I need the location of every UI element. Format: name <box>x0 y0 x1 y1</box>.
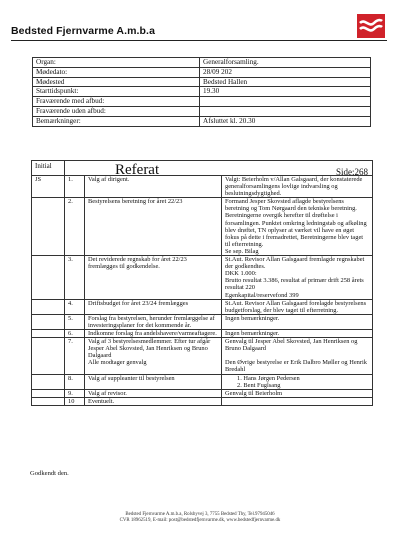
info-label: Mødested <box>33 77 200 87</box>
info-label: Fraværende med afbud: <box>33 97 200 107</box>
minutes-row <box>32 176 373 198</box>
row-initial <box>32 198 65 256</box>
minutes-row <box>32 338 373 374</box>
approved-line: Godkendt den. <box>30 470 69 477</box>
info-label: Starttidspunkt: <box>33 87 200 97</box>
wave-logo-icon <box>357 14 385 38</box>
minutes-row <box>32 374 373 389</box>
minutes-row <box>32 397 373 405</box>
substitute-list-item: 1. Hans Jørgen Pedersen <box>237 374 300 382</box>
agenda-item: Valg af dirigent. <box>85 176 222 198</box>
decision-text: Genvalg til Jesper Abel Skovsted, Jan Henriksen og Bruno Dalgaard Den Øvrige bestyrelse er Erik Dalbro Møller og Henrik Bredahl <box>222 338 373 374</box>
decision-text <box>222 374 373 389</box>
initial-header: Initial <box>32 161 65 176</box>
info-row <box>33 106 371 116</box>
row-initial: JS <box>32 176 65 198</box>
header <box>11 14 385 46</box>
row-initial <box>32 338 65 374</box>
substitute-list-item: 2. Bent Fuglsang <box>237 381 281 389</box>
row-initial <box>32 329 65 337</box>
header-rule <box>11 40 387 41</box>
agenda-item: Forslag fra bestyrelsen, herunder fremlæggelse af investeringsplaner for det kommende år. <box>85 314 222 329</box>
meeting-info-table <box>32 57 371 127</box>
info-value: 28/09 202 <box>200 67 371 77</box>
row-number: 3. <box>65 256 85 300</box>
row-number: 10 <box>65 397 85 405</box>
row-number: 9. <box>65 389 85 397</box>
footer <box>0 512 400 525</box>
decision-text: Formand Jesper Skovsted aflagde bestyrelsens beretning og Tom Nørgaard den tekniske beretning. Beretningerne overgik herefter til drøftelse i forsamlingen. Punktet omkring ledningstab og afkøling blev drøftet, TN oplyser at værket vil have en øget fokus på dette i fremadrettet, Beretningerne blev taget til efterretning. Se sep. Bilag <box>222 198 373 256</box>
agenda-item: Driftsbudget for året 23/24 fremlægges <box>85 299 222 314</box>
footer-contact: CVR 18962519, E-mail: post@bedstedfjernvarme.dk, www.bedstedfjernvarme.dk <box>119 518 281 524</box>
agenda-item: Valg af revisor. <box>85 389 222 397</box>
info-value: Afsluttet kl. 20.30 <box>200 116 371 126</box>
row-number: 1. <box>65 176 85 198</box>
info-value: Generalforsamling. <box>200 58 371 68</box>
agenda-item: Bestyrelsens beretning for året 22/23 <box>85 198 222 256</box>
minutes-row <box>32 389 373 397</box>
row-number: 8. <box>65 374 85 389</box>
minutes-header-row <box>32 161 373 176</box>
minutes-row <box>32 256 373 300</box>
row-initial <box>32 397 65 405</box>
minutes-row <box>32 314 373 329</box>
row-number: 5. <box>65 314 85 329</box>
row-initial <box>32 314 65 329</box>
decision-text: Valgt: Beierholm v/Allan Galsgaard, der konstaterede generalforsamlingens lovlige indvarsling og beslutningsdygtighed. <box>222 176 373 198</box>
company-name: Bedsted Fjernvarme A.m.b.a <box>11 25 156 37</box>
agenda-item: Indkomne forslag fra andelshavere/varmeaftagere. <box>85 329 222 337</box>
decision-text: Ingen bemærkninger. <box>222 329 373 337</box>
agenda-item: Valg af suppleanter til bestyrelsen <box>85 374 222 389</box>
info-row <box>33 77 371 87</box>
row-initial <box>32 299 65 314</box>
page-number: Side:268 <box>335 167 368 177</box>
decision-text: Ingen bemærkninger. <box>222 314 373 329</box>
info-label: Bemærkninger: <box>33 116 200 126</box>
minutes-row <box>32 329 373 337</box>
minutes-title-cell <box>65 161 373 176</box>
info-row <box>33 116 371 126</box>
minutes-title: Referat <box>115 162 160 178</box>
decision-text <box>222 397 373 405</box>
agenda-item: Eventuelt. <box>85 397 222 405</box>
agenda-item: Valg af 3 bestyrelsesmedlemmer. Efter tur afgår Jesper Abel Skovsted, Jan Henriksen og Bruno Dalgaard Alle modtager genvalg <box>85 338 222 374</box>
agenda-item: Det reviderede regnskab for året 22/23 fremlægges til godkendelse. <box>85 256 222 300</box>
row-number: 2. <box>65 198 85 256</box>
info-row <box>33 97 371 107</box>
info-row <box>33 87 371 97</box>
footer-address: Bedsted Fjernvarme A.m.b.a, Rolsbyvej 3, 7755 Bedsted Thy, Tel.97945046 <box>125 512 275 517</box>
minutes-row <box>32 299 373 314</box>
info-value <box>200 106 371 116</box>
row-initial <box>32 256 65 300</box>
row-number: 4. <box>65 299 85 314</box>
row-initial <box>32 374 65 389</box>
decision-text: Genvalg til Beierholm <box>222 389 373 397</box>
info-row <box>33 58 371 68</box>
info-label: Mødedato: <box>33 67 200 77</box>
row-number: 7. <box>65 338 85 374</box>
decision-text: St.Aut. Revisor Allan Galsgaard fremlagde regnskabet der godkendtes. DKK 1.000: Brutto resultat 3.386, resultat af primær drift 258 årets resultat 220 Egenkapital/reservefond 399 <box>222 256 373 300</box>
row-initial <box>32 389 65 397</box>
info-row <box>33 67 371 77</box>
decision-text: St.Aut. Revisor Allan Galsgaard forelagde bestyrelsens budgetforslag, der blev taget til efterretning. <box>222 299 373 314</box>
info-value <box>200 97 371 107</box>
info-label: Fraværende uden afbud: <box>33 106 200 116</box>
minutes-row <box>32 198 373 256</box>
minutes-table <box>31 160 373 406</box>
row-number: 6. <box>65 329 85 337</box>
info-value: Bedsted Hallen <box>200 77 371 87</box>
info-value: 19.30 <box>200 87 371 97</box>
info-label: Organ: <box>33 58 200 68</box>
